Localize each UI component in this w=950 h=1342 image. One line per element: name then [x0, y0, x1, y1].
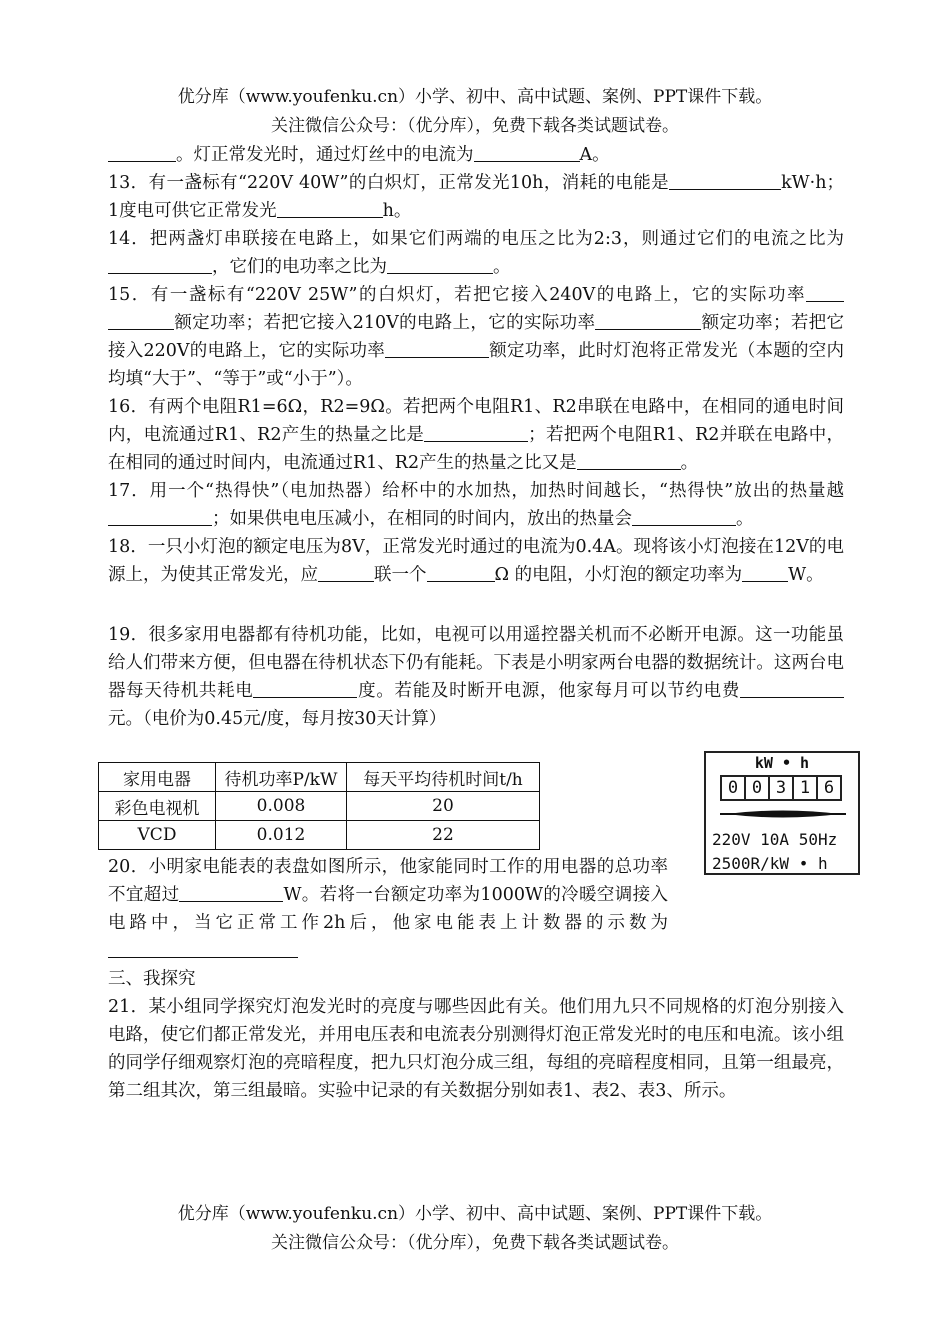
question-19: 19．很多家用电器都有待机功能，比如，电视可以用遥控器关机而不必断开电源。这一功能虽给人们带来方便，但电器在待机状态下仍有能耗。下表是小明家两台电器的数据统计。这两台电器每天待机共耗电 度。若能及时断开电源，他家每月可以节约电费元。（电价为0.45元/度，每月按30天计算） — [108, 625, 844, 729]
table-cell: 22 — [347, 821, 540, 850]
table-cell: 0.008 — [216, 792, 347, 821]
meter-digit: 3 — [768, 777, 792, 799]
meter-counter — [720, 775, 842, 801]
answer-blank[interactable] — [108, 143, 176, 162]
page-header-line1: 优分库（www.youfenku.cn）小学、初中、高中试题、案例、PPT课件下载。 — [177, 87, 773, 107]
answer-blank[interactable] — [474, 143, 580, 162]
answer-blank[interactable] — [253, 679, 357, 698]
question-18: 18．一只小灯泡的额定电压为8V，正常发光时通过的电流为0.4A。现将该小灯泡接在12V的电源上，为使其正常发光，应 联一个 Ω 的电阻，小灯泡的额定功率为 W。 — [108, 537, 844, 585]
answer-blank[interactable] — [769, 171, 781, 190]
question-17: 17．用一个“热得快”（电加热器）给杯中的水加热，加热时间越长，“热得快”放出的热量越；如果供电电压减小，在相同的时间内，放出的热量会 。 — [108, 481, 844, 529]
table-cell: 0.012 — [216, 821, 347, 850]
answer-blank[interactable] — [424, 423, 528, 442]
page-footer-line1: 优分库（www.youfenku.cn）小学、初中、高中试题、案例、PPT课件下载。 — [177, 1204, 773, 1224]
answer-blank[interactable] — [108, 255, 212, 274]
standby-power-table — [98, 762, 540, 850]
table-cell: 20 — [347, 792, 540, 821]
page-footer-line2: 关注微信公众号：（优分库），免费下载各类试题试卷。 — [271, 1233, 679, 1253]
meter-rotor-disc-icon — [718, 804, 848, 824]
answer-blank[interactable] — [387, 255, 493, 274]
answer-blank[interactable] — [277, 199, 383, 218]
meter-digit: 1 — [792, 777, 816, 799]
table-row — [99, 792, 540, 821]
answer-blank[interactable] — [179, 883, 283, 902]
answer-blank[interactable] — [318, 563, 374, 582]
meter-rating: 220V 10A 50Hz — [712, 830, 838, 849]
table-row — [99, 821, 540, 850]
page-header-line2: 关注微信公众号：（优分库），免费下载各类试题试卷。 — [271, 116, 679, 136]
table-cell: 彩色电视机 — [99, 792, 216, 821]
answer-blank[interactable] — [632, 507, 736, 526]
answer-blank[interactable] — [669, 171, 769, 190]
question-13: 13．有一盏标有“220V 40W”的白炽灯，正常发光10h，消耗的电能是 kW·h；1度电可供它正常发光 h。 — [108, 173, 844, 221]
meter-unit-label: kW • h — [754, 754, 810, 772]
table-header-row — [99, 763, 540, 792]
section-heading: 三、我探究 — [108, 969, 196, 989]
answer-blank[interactable] — [577, 451, 681, 470]
table-header-cell: 待机功率P/kW — [216, 763, 347, 792]
answer-blank[interactable] — [108, 311, 174, 330]
table-header-cell: 家用电器 — [99, 763, 216, 792]
answer-blank[interactable] — [108, 507, 212, 526]
question-20: 20．小明家电能表的表盘如图所示，他家能同时工作的用电器的总功率不宜超过 W。若将一台额定功率为1000W的冷暖空调接入电路中，当它正常工作2h后，他家电能表上计数器的示数为 — [108, 853, 668, 965]
answer-blank[interactable] — [595, 311, 701, 330]
meter-digit: 0 — [744, 777, 768, 799]
answer-blank[interactable] — [740, 679, 844, 698]
answer-blank[interactable] — [427, 563, 495, 582]
meter-digit: 6 — [816, 777, 840, 799]
question-14: 14．把两盏灯串联接在电路上，如果它们两端的电压之比为2:3，则通过它们的电流之比为，它们的电功率之比为 。 — [108, 229, 844, 277]
answer-blank[interactable] — [385, 339, 489, 358]
meter-digit: 0 — [727, 778, 739, 798]
question-21: 21．某小组同学探究灯泡发光时的亮度与哪些因此有关。他们用九只不同规格的灯泡分别接入电路，使它们都正常发光，并用电压表和电流表分别测得灯泡正常发光时的电压和电流。该小组的同学仔细观察灯泡的亮暗程度，把九只灯泡分成三组，每组的亮暗程度相同，且第一组最亮，第二组其次，第三组最暗。实验中记录的有关数据分别如表1、表2、表3、所示。 — [108, 997, 844, 1101]
energy-meter-diagram — [704, 751, 860, 875]
question-15: 15．有一盏标有“220V 25W”的白炽灯，若把它接入240V的电路上，它的实际功率额定功率；若把它接入210V的电路上，它的实际功率 额定功率；若把它接入220V的电路上，它的实际功率 额定功率，此时灯泡将正常发光（本题的空内均填“大于”、“等于”或“小于”）。 — [108, 285, 845, 389]
answer-blank[interactable] — [742, 563, 788, 582]
answer-blank[interactable] — [806, 283, 844, 302]
question-16: 16．有两个电阻R1=6Ω，R2=9Ω。若把两个电阻R1、R2串联在电路中，在相同的通电时间内，电流通过R1、R2产生的热量之比是 ；若把两个电阻R1、R2并联在电路中，在相同的通过时间内，电流通过R1、R2产生的热量之比又是 。 — [108, 397, 845, 473]
meter-constant: 2500R/kW • h — [712, 854, 828, 873]
answer-blank[interactable] — [108, 939, 298, 958]
table-header-cell: 每天平均待机时间t/h — [347, 763, 540, 792]
question-12-tail: 。灯正常发光时，通过灯丝中的电流为 A。 — [108, 141, 844, 169]
table-cell: VCD — [99, 821, 216, 850]
